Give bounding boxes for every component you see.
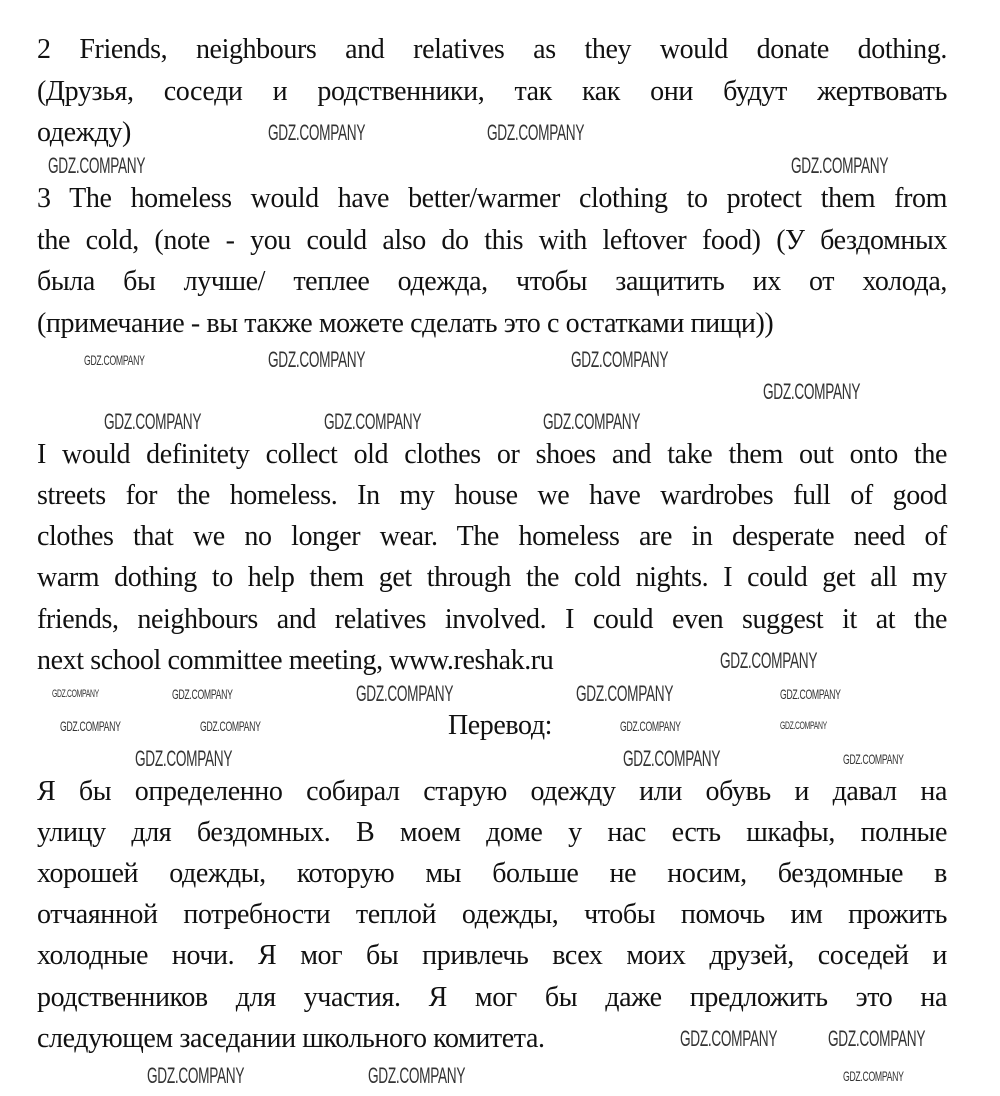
watermark: GDZ.COMPANY — [324, 409, 422, 434]
watermark: GDZ.COMPANY — [147, 1063, 245, 1088]
watermark: GDZ.COMPANY — [791, 153, 889, 178]
text-line: streets for the homeless. In my house we have wardrobes full of good — [37, 480, 947, 511]
text-line: 2 Friends, neighbours and relatives as they would donate dothing. — [37, 34, 947, 65]
watermark: GDZ.COMPANY — [268, 120, 366, 145]
watermark: GDZ.COMPANY — [623, 746, 721, 771]
text-line: была бы лучше/ теплее одежда, чтобы защитить их от холода, — [37, 266, 947, 297]
watermark: GDZ.COMPANY — [48, 153, 146, 178]
text-line: next school committee meeting, www.reshak.ru — [37, 645, 554, 676]
watermark: GDZ.COMPANY — [843, 1068, 904, 1084]
watermark: GDZ.COMPANY — [172, 686, 233, 702]
text-line: хорошей одежды, которую мы больше не носим, бездомные в — [37, 858, 947, 889]
watermark: GDZ.COMPANY — [487, 120, 585, 145]
watermark: GDZ.COMPANY — [356, 681, 454, 706]
watermark: GDZ.COMPANY — [104, 409, 202, 434]
text-line: I would definitety collect old clothes or shoes and take them out onto the — [37, 439, 947, 470]
watermark: GDZ.COMPANY — [780, 720, 827, 732]
text-line: the cold, (note - you could also do this with leftover food) (У бездомных — [37, 225, 947, 256]
translation-heading: Перевод: — [447, 710, 553, 741]
watermark: GDZ.COMPANY — [135, 746, 233, 771]
text-line: одежду) — [37, 117, 131, 148]
text-line: (примечание - вы также можете сделать это с остатками пищи)) — [37, 308, 774, 339]
text-line: 3 The homeless would have better/warmer clothing to protect them from — [37, 183, 947, 214]
watermark: GDZ.COMPANY — [780, 686, 841, 702]
text-line: отчаянной потребности теплой одежды, чтобы помочь им прожить — [37, 899, 947, 930]
text-line: warm dothing to help them get through the cold nights. I could get all my — [37, 562, 947, 593]
text-line: следующем заседании школьного комитета. — [37, 1023, 545, 1054]
watermark: GDZ.COMPANY — [60, 718, 121, 734]
text-line: (Друзья, соседи и родственники, так как они будут жертвовать — [37, 76, 947, 107]
watermark: GDZ.COMPANY — [571, 347, 669, 372]
text-line: улицу для бездомных. В моем доме у нас есть шкафы, полные — [37, 817, 947, 848]
watermark: GDZ.COMPANY — [52, 688, 99, 700]
watermark: GDZ.COMPANY — [843, 751, 904, 767]
watermark: GDZ.COMPANY — [620, 718, 681, 734]
watermark: GDZ.COMPANY — [543, 409, 641, 434]
watermark: GDZ.COMPANY — [268, 347, 366, 372]
text-line: родственников для участия. Я мог бы даже предложить это на — [37, 982, 947, 1013]
text-line: холодные ночи. Я мог бы привлечь всех моих друзей, соседей и — [37, 940, 947, 971]
watermark: GDZ.COMPANY — [680, 1026, 778, 1051]
watermark: GDZ.COMPANY — [828, 1026, 926, 1051]
text-line: Я бы определенно собирал старую одежду или обувь и давал на — [37, 776, 947, 807]
watermark: GDZ.COMPANY — [200, 718, 261, 734]
watermark: GDZ.COMPANY — [576, 681, 674, 706]
watermark: GDZ.COMPANY — [763, 379, 861, 404]
text-line: friends, neighbours and relatives involved. I could even suggest it at the — [37, 604, 947, 635]
text-line: clothes that we no longer wear. The homeless are in desperate need of — [37, 521, 947, 552]
watermark: GDZ.COMPANY — [720, 648, 818, 673]
watermark: GDZ.COMPANY — [84, 352, 145, 368]
watermark: GDZ.COMPANY — [368, 1063, 466, 1088]
